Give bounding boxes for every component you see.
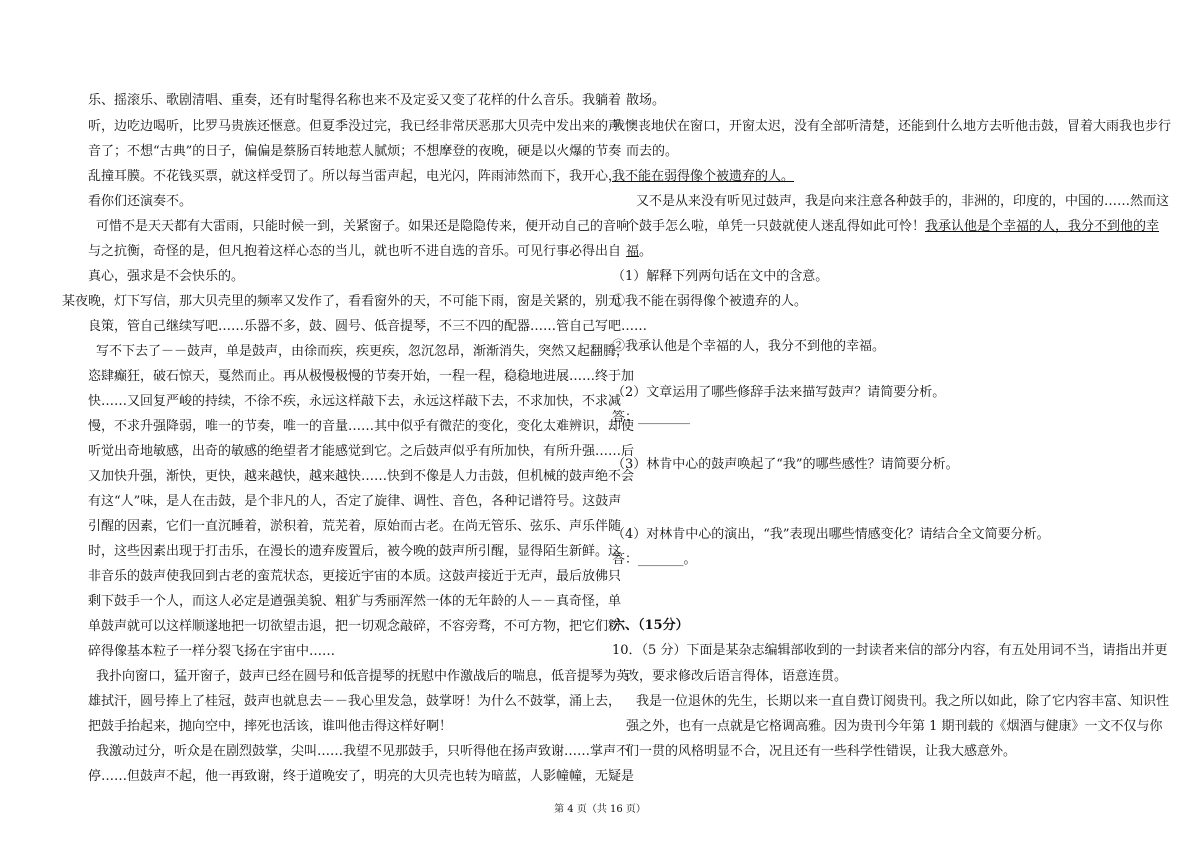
text-line: 某夜晚，灯下写信，那大贝壳里的频率又发作了，看看窗外的天，不可能下雨，窗是关紧的，别无 — [62, 294, 622, 309]
text-span: 。 — [639, 244, 653, 259]
question-10: 10．（5 分）下面是某杂志编辑部收到的一封读者来信的部分内容，有五处用词不当，请指出并更 — [612, 643, 1168, 658]
text-line: 乐、摇滚乐、歌剧清唱、重奏，还有时髦得名称也来不及定妥又变了花样的什么音乐。我躺着 — [88, 93, 622, 108]
underlined-sentence-2-end: 福 — [626, 244, 640, 259]
text-line: 恣肆癫狂，破石惊天，戛然而止。再从极慢极慢的节奏开始，一程一程，稳稳地进展……终于加 — [88, 369, 635, 384]
question-1-b: ②我承认他是个幸福的人，我分不到他的幸福。 — [612, 339, 886, 354]
answer-blank-1: 答：________ — [612, 410, 691, 425]
text-line: 单鼓声就可以这样顺遂地把一切欲望击退，把一切观念敲碎，不容旁骛，不可方物，把它们粉 — [88, 619, 622, 634]
text-line: 听觉出奇地敏感，出奇的敏感的绝望者才能感觉到它。之后鼓声似乎有所加快，有所升强……后 — [88, 444, 635, 459]
text-line: 可惜不是天天都有大雷雨，只能时候一到，关紧窗子。如果还是隐隐传来，便开动自己的音响 — [96, 219, 630, 234]
text-line: 我懊丧地伏在窗口，开窗太迟，没有全部听清楚，还能到什么地方去听他击鼓，冒着大雨我也步行 — [612, 119, 1172, 134]
text-line — [626, 218, 1159, 236]
text-line — [626, 243, 652, 261]
text-line: 听，边吃边喝听，比罗马贵族还惬意。但夏季没过完，我已经非常厌恶那大贝壳中发出来的声 — [88, 119, 622, 134]
underlined-sentence-2: 我承认他是个幸福的人，我分不到他的幸 — [925, 219, 1160, 234]
text-line: 我激动过分，听众是在剧烈鼓掌，尖叫……我望不见那鼓手，只听得他在扬声致谢……掌声不 — [96, 744, 630, 759]
page-footer — [0, 800, 1200, 815]
question-3: （3）林肯中心的鼓声唤起了“我”的哪些感性？请简要分析。 — [612, 457, 959, 472]
page-number: 第 4 页（共 16 页） — [554, 804, 646, 815]
text-line: 乱撞耳膜。不花钱买票，就这样受罚了。所以每当雷声起，电光闪，阵雨沛然而下，我开心， — [88, 169, 622, 184]
text-line: 非音乐的鼓声使我回到古老的蛮荒状态，更接近宇宙的本质。这鼓声接近于无声，最后放佛只 — [88, 569, 622, 584]
question-2: （2）文章运用了哪些修辞手法来描写鼓声？请简要分析。 — [612, 385, 946, 400]
text-line: 真心，强求是不会快乐的。 — [88, 269, 245, 284]
text-line: 慢，不求升强降弱，唯一的节奏，唯一的音量……其中似乎有微茫的变化，变化太难辨识，却使 — [88, 419, 635, 434]
question-10-cont: 改，要求修改后语言得体，语意连贯。 — [626, 669, 848, 684]
answer-blank-2: 答：_______。 — [612, 552, 697, 567]
question-1: （1）解释下列两句话在文中的含意。 — [612, 269, 829, 284]
text-line: 又加快升强，渐快，更快，越来越快，越来越快……快到不像是人力击鼓，但机械的鼓声绝不会 — [88, 469, 635, 484]
text-line: 把鼓手抬起来，抛向空中，摔死也活该，谁叫他击得这样好啊！ — [88, 719, 453, 734]
text-line: 看你们还演奏不。 — [88, 194, 193, 209]
text-line: 良策，管自己继续写吧……乐器不多，鼓、圆号、低音提琴，不三不四的配器……管自己写吧…… — [88, 319, 648, 334]
text-line: 时，这些因素出现于打击乐，在漫长的遗弃废置后，被今晚的鼓声所引醒，显得陌生新鲜。这 — [88, 544, 622, 559]
text-line: 又不是从来没有听见过鼓声，我是向来注意各种鼓手的，非洲的，印度的，中国的……然而这 — [636, 194, 1170, 209]
text-line: 剩下鼓手一个人，而这人必定是遒强美貌、粗犷与秀丽浑然一体的无年龄的人－－真奇怪，单 — [88, 594, 622, 609]
text-line: 与之抗衡，奇怪的是，但凡抱着这样心态的当儿，就也听不进自选的音乐。可见行事必得出自 — [88, 244, 622, 259]
text-line: 而去的。 — [626, 144, 679, 159]
letter-line: 强之外，也有一点就是它格调高雅。因为贵刊今年第 1 期刊载的《烟酒与健康》一文不仅与你 — [626, 719, 1163, 734]
section-title: 六、（15分） — [612, 618, 689, 633]
question-1-a: ①我不能在弱得像个被遗弃的人。 — [612, 294, 808, 309]
text-line: 写不下去了－－鼓声，单是鼓声，由徐而疾，疾更疾，忽沉忽昂，渐渐消失，突然又起翻腾， — [96, 344, 630, 359]
underlined-sentence-1: 我不能在弱得像个被遗弃的人。 — [612, 169, 795, 184]
text-line: 我扑向窗口，猛开窗子，鼓声已经在圆号和低音提琴的抚慰中作激战后的喘息，低音提琴为英 — [96, 669, 630, 684]
text-line: 雄拭汗，圆号捧上了桂冠，鼓声也就息去－－我心里发急，鼓掌呀！为什么不鼓掌，涌上去， — [88, 694, 622, 709]
text-line: 散场。 — [626, 93, 666, 108]
text-line: 有这“人”味，是人在击鼓，是个非凡的人，否定了旋律、调性、音色，各种记谱符号。这鼓声 — [88, 494, 622, 509]
text-line: 停……但鼓声不起，他一再致谢，终于道晚安了，明亮的大贝壳也转为暗蓝，人影幢幢，无疑是 — [88, 769, 635, 784]
text-span: 个鼓手怎么啦，单凭一只鼓就使人迷乱得如此可怜！ — [626, 219, 926, 234]
text-line: 引醒的因素，它们一直沉睡着，淤积着，荒芜着，原始而古老。在尚无管乐、弦乐、声乐伴随 — [88, 519, 622, 534]
letter-line: 我是一位退休的先生，长期以来一直自费订阅贵刊。我之所以如此，除了它内容丰富、知识性 — [636, 694, 1170, 709]
letter-line: 们一贯的风格明显不合，况且还有一些科学性错误，让我大感意外。 — [626, 744, 1017, 759]
text-line: 快……又回复严峻的持续，不徐不疾，永远这样敲下去，永远这样敲下去，不求加快，不求减 — [88, 394, 622, 409]
text-line: 音了；不想“古典”的日子，偏偏是蔡肠百转地惹人腻烦；不想摩登的夜晚，硬是以火爆的节奏 — [88, 144, 622, 159]
question-4: （4）对林肯中心的演出，“我”表现出哪些情感变化？请结合全文简要分析。 — [612, 527, 1050, 542]
text-line: 碎得像基本粒子一样分裂飞扬在宇宙中…… — [88, 644, 336, 659]
